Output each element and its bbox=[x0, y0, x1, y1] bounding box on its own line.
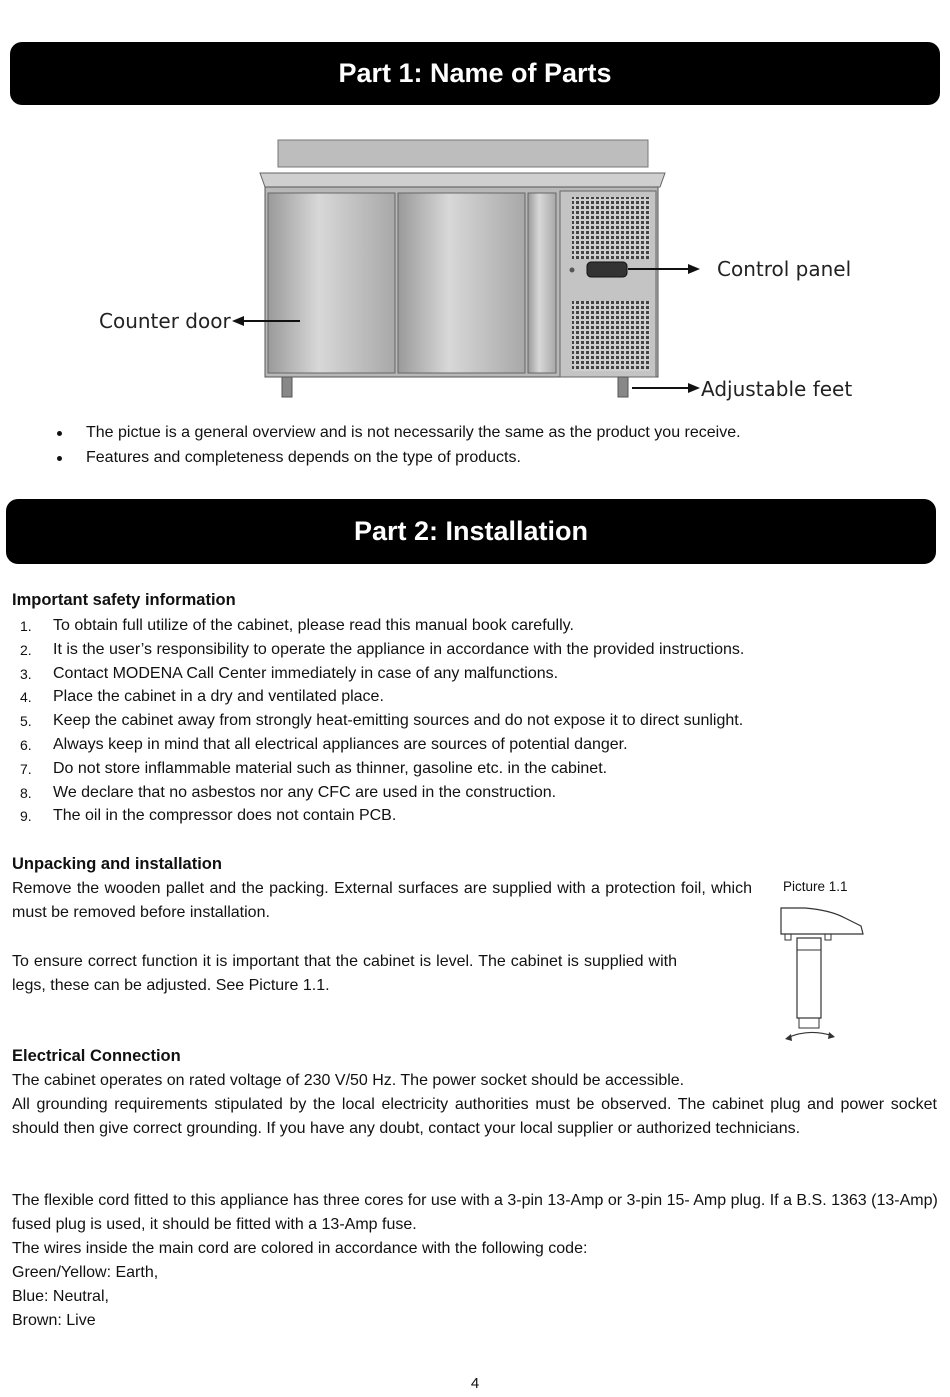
wire-code-earth: Green/Yellow: Earth, bbox=[12, 1264, 159, 1281]
counter-door-left bbox=[268, 193, 395, 373]
cord-paragraph: The flexible cord fitted to this appliance has three cores for use with a 3-pin 13-Amp or 3-pin 15- Amp plug. If a B.S. 1363 (13-Amp) fused plug is used, it should be fitted with a 13-Amp fuse. bbox=[12, 1192, 938, 1233]
wire-code-intro: The wires inside the main cord are colored in accordance with the following code: bbox=[12, 1240, 588, 1257]
unpacking-heading: Unpacking and installation bbox=[12, 855, 222, 873]
list-item: 3. Contact MODENA Call Center immediately in case of any malfunctions. bbox=[20, 664, 559, 682]
picture-caption: Picture 1.1 bbox=[783, 879, 848, 894]
control-panel-display bbox=[587, 262, 627, 277]
label-adjustable-feet: Adjustable feet bbox=[701, 377, 853, 401]
list-item: 4. Place the cabinet in a dry and ventilated place. bbox=[20, 688, 384, 706]
list-item: 8. We declare that no asbestos nor any CFC are used in the construction. bbox=[20, 783, 557, 801]
voltage-paragraph: The cabinet operates on rated voltage of 230 V/50 Hz. The power socket should be accessible. bbox=[12, 1072, 685, 1089]
lower-grille bbox=[572, 301, 650, 371]
worktop bbox=[260, 173, 665, 187]
foot-left bbox=[282, 377, 292, 397]
list-item: The pictue is a general overview and is not necessarily the same as the product you receive. bbox=[55, 423, 915, 448]
part1-notes bbox=[55, 423, 915, 472]
safety-list bbox=[12, 616, 912, 830]
counter-fridge-figure bbox=[60, 135, 860, 415]
backsplash bbox=[278, 140, 648, 167]
list-item: 2. It is the user’s responsibility to operate the appliance in accordance with the provided instructions. bbox=[20, 640, 745, 658]
part2-title: Part 2: Installation bbox=[353, 516, 589, 546]
bullet-icon bbox=[57, 431, 62, 436]
unpacking-paragraph: Remove the wooden pallet and the packing. External surfaces are supplied with a protection foil, which must be removed before installation. bbox=[12, 880, 752, 921]
list-item: 6. Always keep in mind that all electrical appliances are sources of potential danger. bbox=[20, 735, 628, 753]
list-item: 9. The oil in the compressor does not contain PCB. bbox=[20, 807, 397, 825]
part1-banner bbox=[10, 42, 940, 105]
part2-banner bbox=[6, 499, 936, 564]
part1-title: Part 1: Name of Parts bbox=[338, 58, 612, 88]
wire-code-neutral: Blue: Neutral, bbox=[12, 1288, 109, 1305]
upper-grille bbox=[572, 197, 650, 259]
electrical-heading: Electrical Connection bbox=[12, 1047, 181, 1065]
label-counter-door: Counter door bbox=[99, 309, 231, 333]
list-item: 1. To obtain full utilize of the cabinet, please read this manual book carefully. bbox=[20, 617, 574, 634]
list-item: 5. Keep the cabinet away from strongly heat-emitting sources and do not expose it to direct sunlight. bbox=[20, 712, 744, 730]
page-number: 4 bbox=[470, 1375, 480, 1392]
wire-code-live: Brown: Live bbox=[12, 1312, 96, 1329]
label-control-panel: Control panel bbox=[717, 257, 852, 281]
list-item: 7. Do not store inflammable material such as thinner, gasoline etc. in the cabinet. bbox=[20, 759, 608, 777]
adjustable-leg-figure bbox=[775, 900, 875, 1050]
leveling-paragraph: To ensure correct function it is important that the cabinet is level. The cabinet is supplied with legs, these can be adjusted. See Picture 1.1. bbox=[12, 953, 677, 994]
list-item: Features and completeness depends on the type of products. bbox=[55, 448, 915, 473]
grounding-paragraph: All grounding requirements stipulated by the local electricity authorities must be observed. The cabinet plug and power socket should then give correct grounding. If you have any doubt, contact your local supplier or authorized technicians. bbox=[12, 1096, 937, 1137]
counter-door-right bbox=[398, 193, 525, 373]
foot-right bbox=[618, 377, 628, 397]
bullet-icon bbox=[57, 456, 62, 461]
safety-heading: Important safety information bbox=[12, 591, 236, 609]
